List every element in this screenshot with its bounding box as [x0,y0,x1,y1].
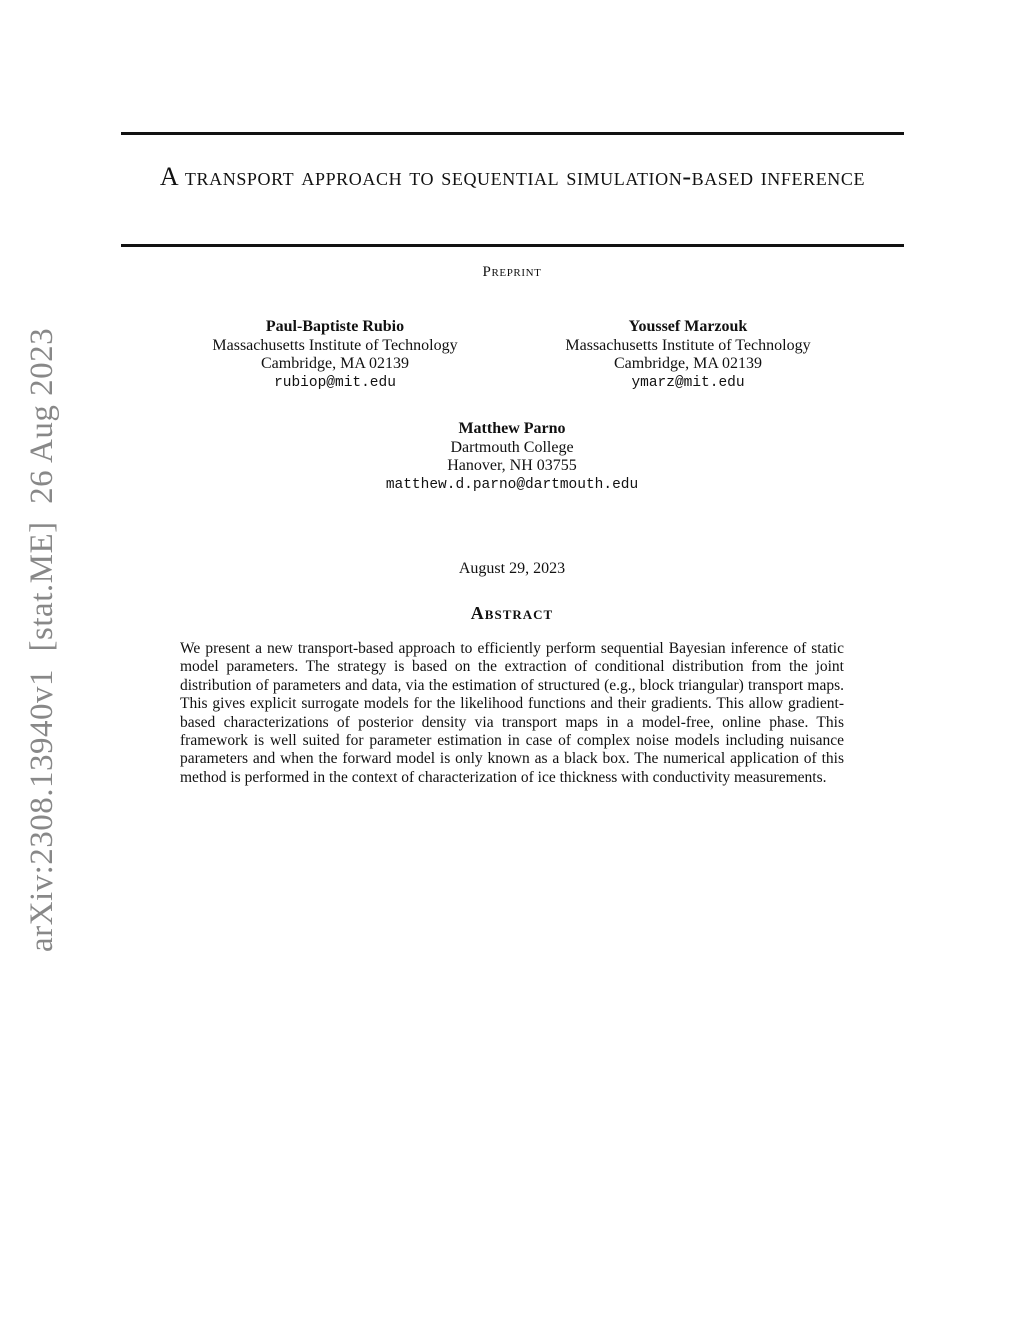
author-address: Cambridge, MA 02139 [614,355,762,372]
author-address: Hanover, NH 03755 [447,457,577,474]
title-rule-bottom [121,244,904,247]
author-email[interactable]: matthew.d.parno@dartmouth.edu [385,476,639,493]
author-address: Cambridge, MA 02139 [261,355,409,372]
author-email[interactable]: rubiop@mit.edu [274,374,396,391]
author-affiliation: Massachusetts Institute of Technology [212,336,458,354]
author-affiliation: Dartmouth College [450,438,574,456]
abstract-heading: Abstract [470,603,554,623]
preprint-label: Preprint [482,264,542,280]
abstract-text: We present a new transport-based approach to efficiently perform sequential Bayesian inference of static model parameters. The strategy is based on the extraction of conditional distribution from the joint distribution of parameters and data, via the estimation of structured (e.g., block triangular) transport maps. This gives explicit surrogate models for the likelihood functions and their gradients. This allow gradient-based characterizations of posterior density via transport maps in a model-free, online phase. This framework is well suited for parameter estimation in case of complex noise models including nuisance parameters and when the forward model is only known as a black box. The numerical application of this method is performed in the context of characterization of ice thickness with conductivity measurements. [180,640,844,786]
author-block [538,318,838,392]
author-affiliation: Massachusetts Institute of Technology [565,336,811,354]
title-rule-top [121,132,904,135]
author-name: Paul-Baptiste Rubio [265,318,405,335]
author-name: Youssef Marzouk [628,318,748,335]
author-block [185,318,485,392]
paper-title: A transport approach to sequential simulation-based inference [159,162,866,191]
author-email[interactable]: ymarz@mit.edu [631,374,745,391]
arxiv-identifier-stamp: arXiv:2308.13940v1 [stat.ME] 26 Aug 2023 [24,327,60,952]
author-block [312,420,712,494]
author-name: Matthew Parno [458,420,566,437]
publication-date: August 29, 2023 [458,560,566,577]
